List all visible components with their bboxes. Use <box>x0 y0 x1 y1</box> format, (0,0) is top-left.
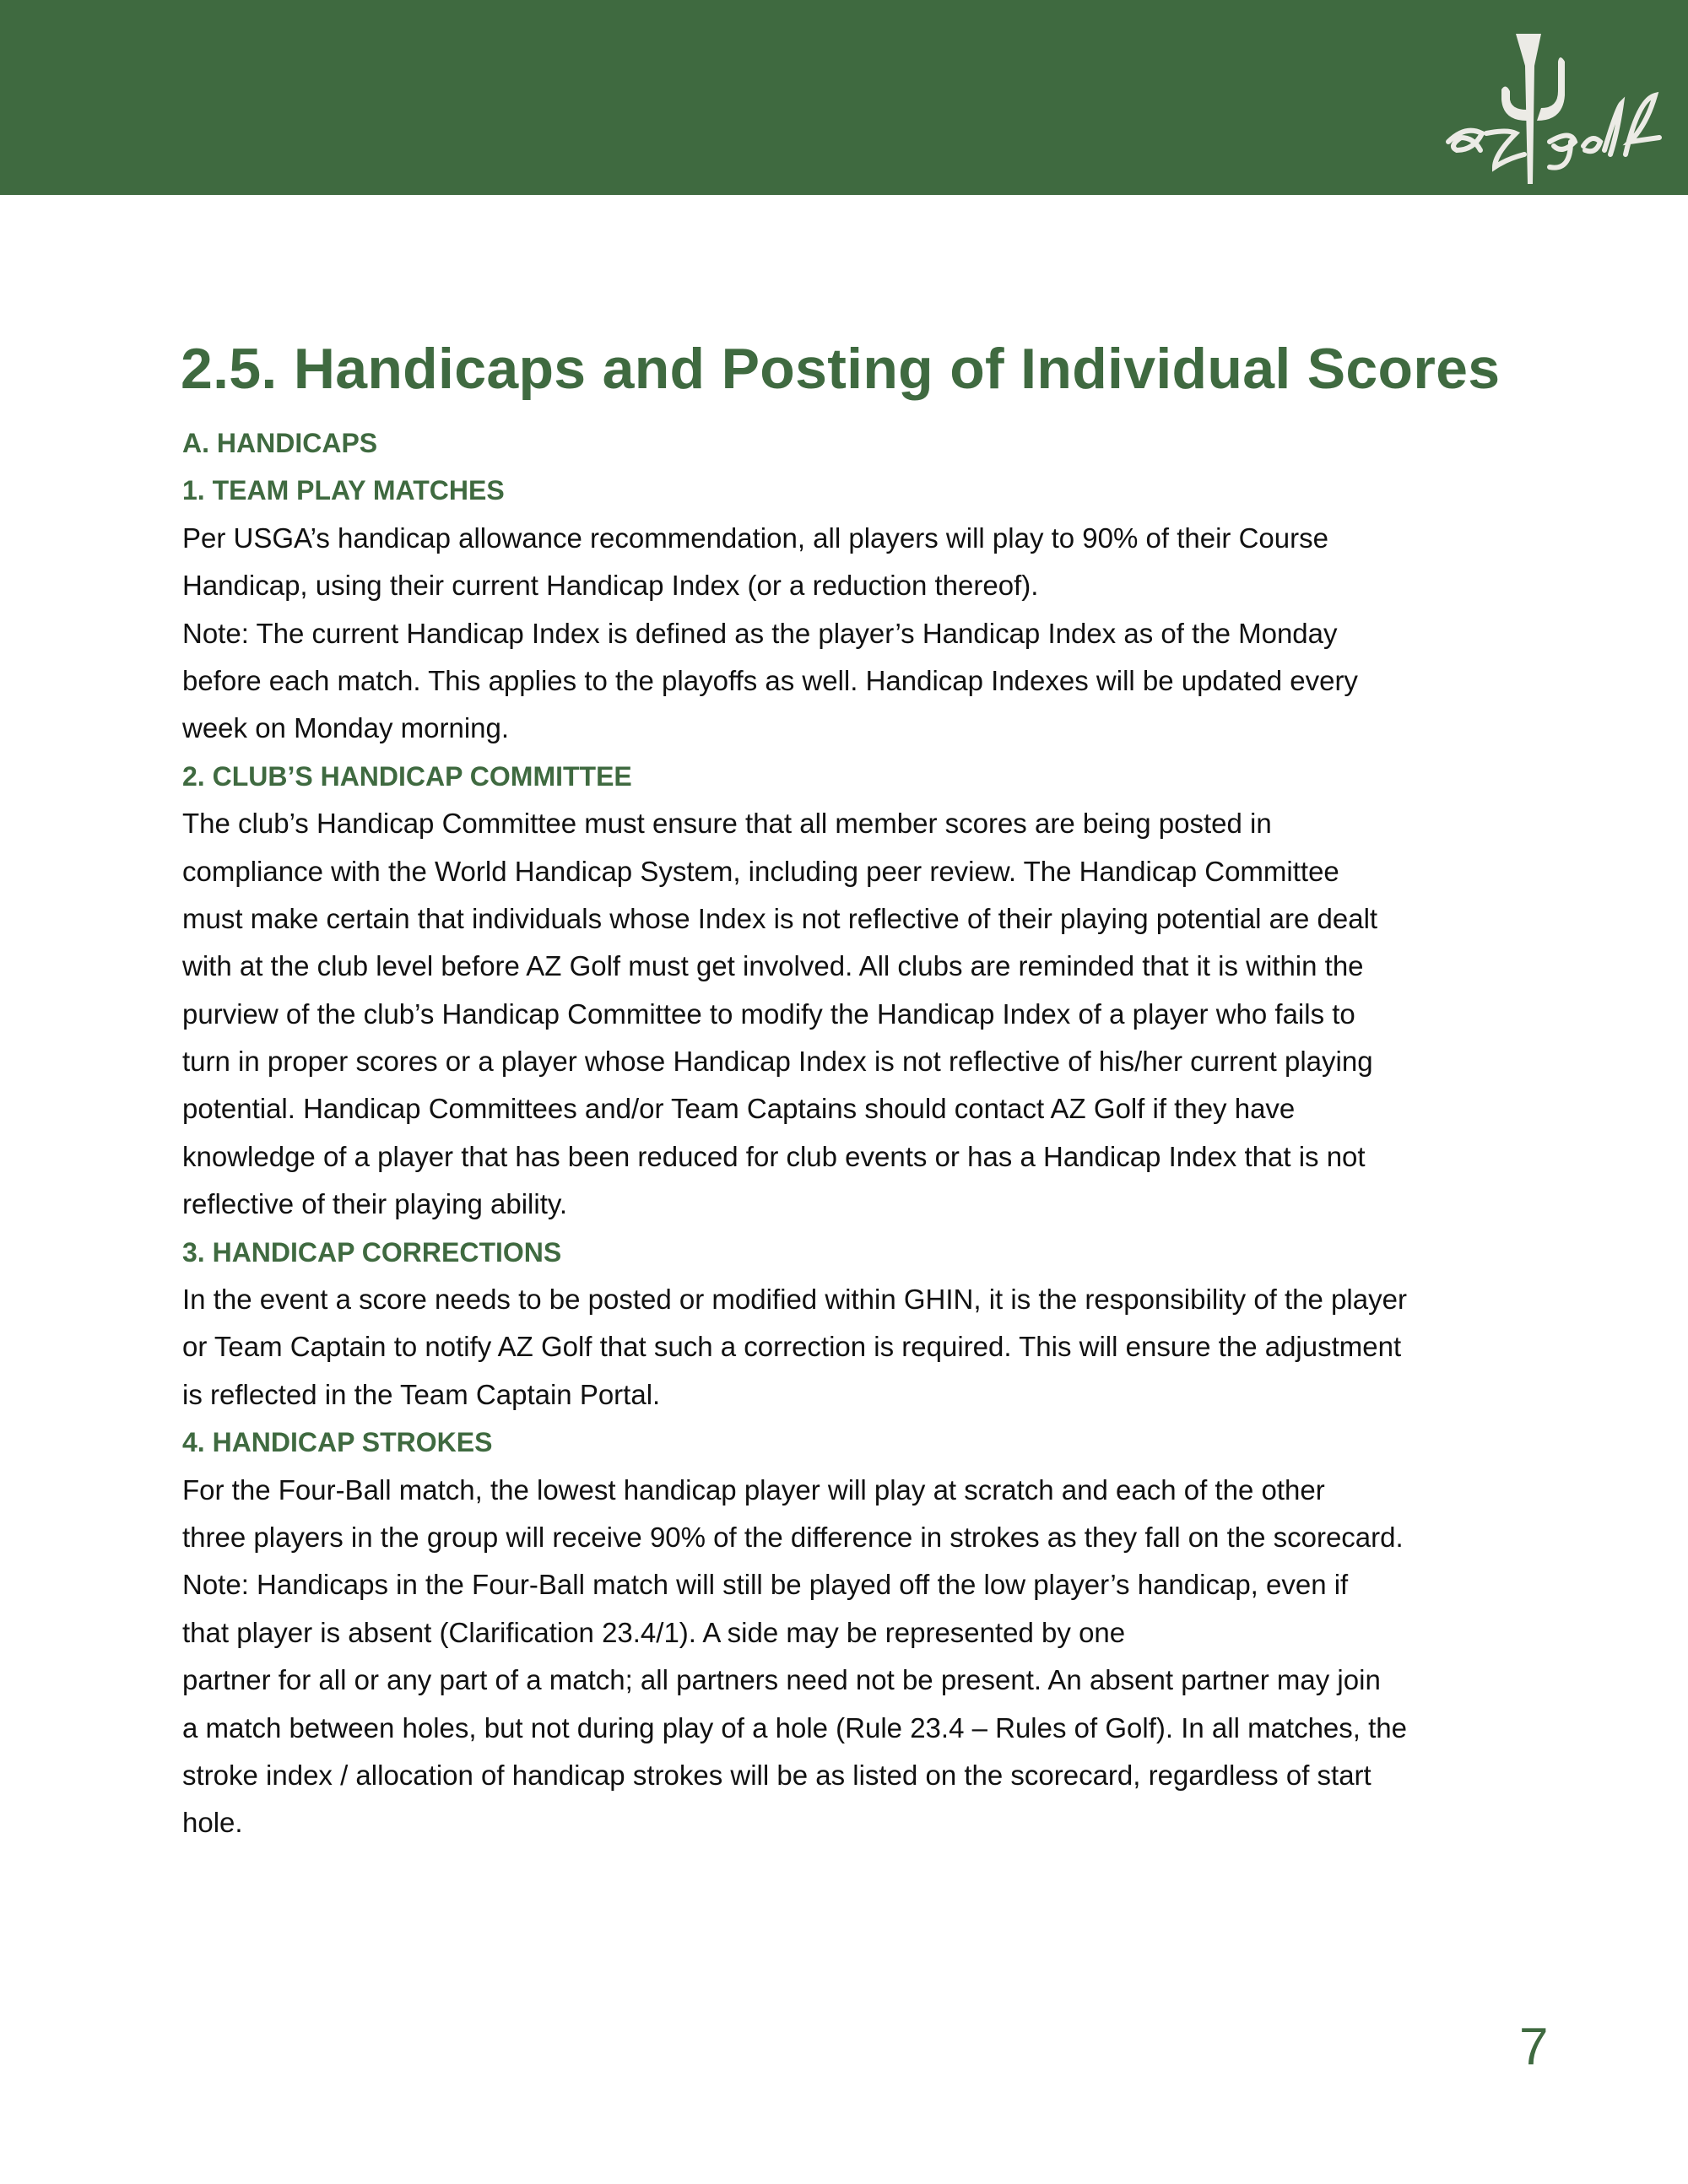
body-text-line: For the Four-Ball match, the lowest handicap player will play at scratch and each of the other <box>182 1473 1325 1506</box>
body-text-line: compliance with the World Handicap System, including peer review. The Handicap Committee <box>182 855 1339 887</box>
section-heading: 2. CLUB’S HANDICAP COMMITTEE <box>182 760 632 792</box>
section-title: 2.5. Handicaps and Posting of Individual Scores <box>181 337 1501 401</box>
body-text-line: Note: The current Handicap Index is defined as the player’s Handicap Index as of the Monday <box>182 617 1338 649</box>
body-text-line: turn in proper scores or a player whose Handicap Index is not reflective of his/her current playing <box>182 1046 1373 1078</box>
body-text-line: potential. Handicap Committees and/or Team Captains should contact AZ Golf if they have <box>182 1093 1296 1125</box>
body-text-line: In the event a score needs to be posted or modified within GHIN, it is the responsibility of the player <box>182 1284 1407 1316</box>
body-text-line: Note: Handicaps in the Four-Ball match will still be played off the low player’s handicap, even if <box>182 1569 1349 1601</box>
body-text-line: is reflected in the Team Captain Portal. <box>182 1378 661 1410</box>
body-text-line: before each match. This applies to the playoffs as well. Handicap Indexes will be updated every <box>182 664 1358 696</box>
body-text-line: three players in the group will receive 90% of the difference in strokes as they fall on the scorecard. <box>182 1521 1404 1553</box>
page-number: 7 <box>1519 2018 1549 2076</box>
body-text-line: partner for all or any part of a match; all partners need not be present. An absent partner may join <box>182 1664 1381 1696</box>
document-body <box>182 419 1617 1847</box>
body-text-line: Handicap, using their current Handicap Index (or a reduction thereof). <box>182 570 1039 602</box>
body-text-line: Per USGA’s handicap allowance recommendation, all players will play to 90% of their Course <box>182 522 1328 554</box>
body-text-line: must make certain that individuals whose Index is not reflective of their playing potential are dealt <box>182 902 1378 934</box>
section-heading: 1. TEAM PLAY MATCHES <box>182 475 505 506</box>
body-text-line: that player is absent (Clarification 23.4/1). A side may be represented by one <box>182 1616 1126 1648</box>
section-heading: 4. HANDICAP STROKES <box>182 1427 493 1458</box>
body-text-line: with at the club level before AZ Golf must get involved. All clubs are reminded that it is within the <box>182 950 1364 982</box>
body-text-line: knowledge of a player that has been reduced for club events or has a Handicap Index that is not <box>182 1140 1366 1172</box>
body-text-line: purview of the club’s Handicap Committee to modify the Handicap Index of a player who fails to <box>182 997 1355 1030</box>
body-text-line: stroke index / allocation of handicap strokes will be as listed on the scorecard, regardless of start <box>182 1759 1372 1791</box>
body-text-line: week on Monday morning. <box>182 712 510 744</box>
body-text-line: The club’s Handicap Committee must ensure that all member scores are being posted in <box>182 808 1272 840</box>
section-heading: A. HANDICAPS <box>182 428 378 458</box>
az-golf-logo <box>1415 15 1668 188</box>
body-text-line: hole. <box>182 1807 243 1839</box>
section-heading: 3. HANDICAP CORRECTIONS <box>182 1236 562 1268</box>
body-text-line: a match between holes, but not during play of a hole (Rule 23.4 – Rules of Golf). In all matches, the <box>182 1711 1408 1743</box>
body-text-line: or Team Captain to notify AZ Golf that such a correction is required. This will ensure the adjustment <box>182 1331 1402 1363</box>
body-text-line: reflective of their playing ability. <box>182 1188 568 1220</box>
page-header-banner <box>0 0 1688 195</box>
